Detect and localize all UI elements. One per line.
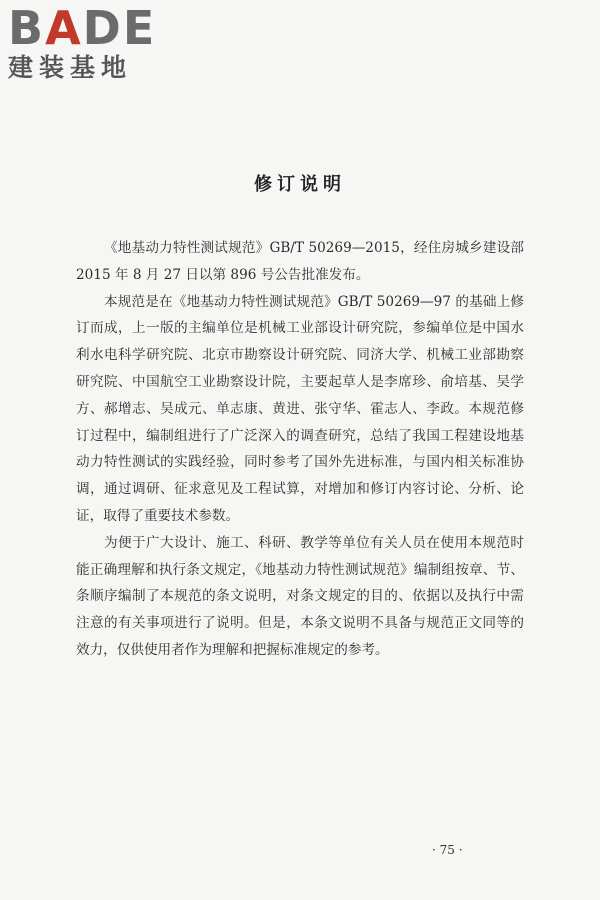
page-title: 修订说明 bbox=[254, 174, 346, 195]
logo-subtitle: 建装基地 bbox=[8, 53, 133, 82]
body-text bbox=[76, 235, 524, 664]
paragraph-3: 为便于广大设计、施工、科研、教学等单位有关人员在使用本规范时能正确理解和执行条文规定，《地基动力特性测试规范》编制组按章、节、条顺序编制了本规范的条文说明，对条文规定的目的、依据以及执行中需注意的有关事项进行了说明。但是，本条文说明不具备与规范正文同等的效力，仅供使用者作为理解和把握标准规定的参考。 bbox=[76, 534, 524, 658]
paragraph-2: 本规范是在《地基动力特性测试规范》GB/T 50269—97 的基础上修订而成，上一版的主编单位是机械工业部设计研究院，参编单位是中国水利水电科学研究院、北京市勘察设计研究院、同济大学、机械工业部勘察研究院、中国航空工业勘察设计院，主要起草人是李席珍、俞培基、吴学方、郝增志、吴成元、单志康、黄进、张守华、霍志人、李政。本规范修订过程中，编制组进行了广泛深入的调查研究，总结了我国工程建设地基动力特性测试的实践经验，同时参考了国外先进标准，与国内相关标准协调，通过调研、征求意见及工程试算，对增加和修订内容讨论、分析、论证，取得了重要技术参数。 bbox=[76, 293, 524, 524]
brand-logo bbox=[8, 1, 178, 82]
paragraph-1: 《地基动力特性测试规范》GB/T 50269—2015，经住房城乡建设部 2015 年 8 月 27 日以第 896 号公告批准发布。 bbox=[76, 240, 524, 283]
logo-wordmark: BADE bbox=[8, 1, 157, 55]
page-number: · 75 · bbox=[432, 843, 463, 857]
